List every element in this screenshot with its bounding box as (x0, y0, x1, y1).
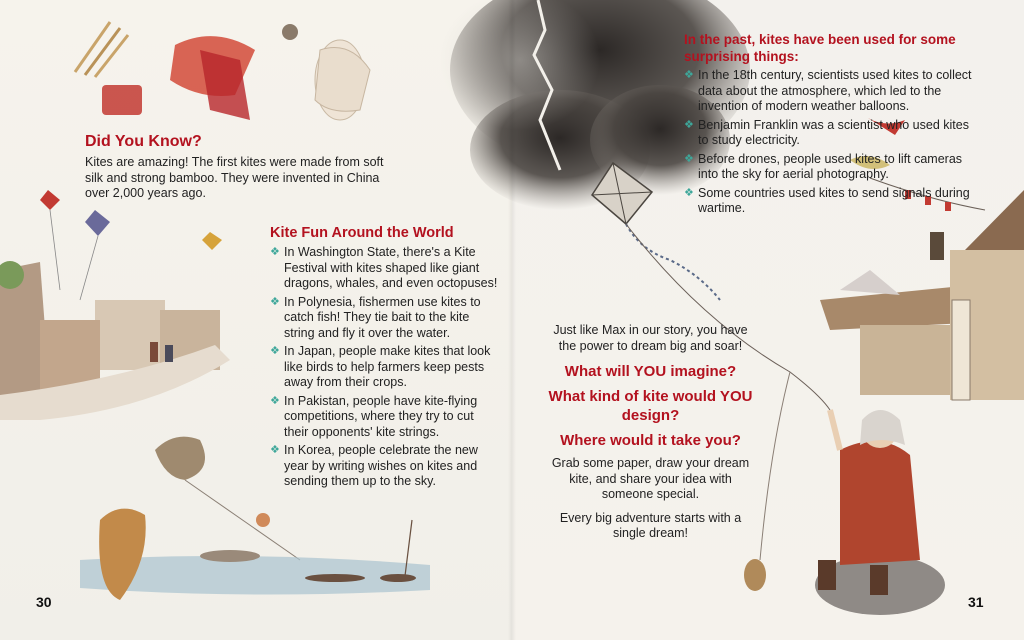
kite-fun-section (270, 225, 500, 493)
closing-intro: Just like Max in our story, you have the power to dream big and soar! (553, 323, 748, 353)
small-kites-left (40, 190, 222, 300)
question-imagine: What will YOU imagine? (564, 363, 737, 380)
surprising-uses-list (684, 68, 974, 217)
list-item: ❖ In Polynesia, fishermen use kites to catch fish! They tie bait to the kite string and fly it over the water. (270, 294, 481, 340)
list-item: ❖ In Japan, people make kites that look like birds to help farmers keep pests away from their crops. (270, 344, 491, 389)
page-gutter (508, 0, 516, 640)
list-item: ❖ In Washington State, there's a Kite Festival with kites shaped like giant dragons, whales, and even octopuses! (270, 245, 498, 290)
diamond-bullet-icon: ❖ (270, 246, 280, 258)
sea-scene-illustration (80, 509, 430, 600)
diamond-bullet-icon: ❖ (684, 152, 694, 165)
list-item: ❖ Benjamin Franklin was a scientist who used kites to study electricity. (684, 117, 969, 147)
diamond-bullet-icon: ❖ (684, 186, 694, 199)
did-you-know-body: Kites are amazing! The first kites were made from soft silk and strong bamboo. They were invented in China over 2,000 years ago. (85, 155, 384, 200)
surprising-uses-section (684, 31, 974, 220)
list-item: ❖ In the 18th century, scientists used kites to collect data about the atmosphere, which led to the invention of modern weather balloons. (684, 68, 972, 113)
diamond-bullet-icon: ❖ (270, 345, 280, 357)
diamond-bullet-icon: ❖ (684, 69, 694, 81)
franklin-figure (744, 410, 945, 615)
diamond-bullet-icon: ❖ (684, 118, 694, 131)
kite-fun-title: Kite Fun Around the World (270, 225, 454, 241)
list-item: ❖ Before drones, people used kites to lift cameras into the sky for aerial photography. (684, 151, 963, 181)
list-item: ❖ In Pakistan, people have kite-flying competitions, where they try to cut their opponents' kite strings. (270, 393, 478, 439)
closing-cta: Grab some paper, draw your dream kite, and share your idea with someone special. (551, 456, 750, 501)
house-illustration-right (820, 190, 1024, 400)
kite-materials-illustration (75, 22, 370, 120)
page-number-right: 31 (968, 594, 984, 610)
diamond-bullet-icon: ❖ (270, 394, 280, 407)
did-you-know-section (85, 133, 385, 202)
list-item: ❖ In Korea, people celebrate the new year by writing wishes on kites and sending them up to the sky. (270, 443, 478, 488)
list-item: ❖ Some countries used kites to send signals during wartime. (684, 185, 970, 215)
surprising-uses-title: In the past, kites have been used for some surprising things: (684, 32, 956, 64)
closing-section (548, 323, 753, 550)
diamond-bullet-icon: ❖ (270, 444, 280, 456)
closing-outro: Every big adventure starts with a single dream! (559, 510, 742, 540)
village-illustration (0, 261, 230, 420)
question-destination: Where would it take you? (560, 432, 741, 449)
question-design: What kind of kite would YOU design? (548, 388, 753, 424)
kite-fun-list (270, 245, 500, 490)
page-number-left: 30 (36, 594, 52, 610)
diamond-bullet-icon: ❖ (270, 295, 280, 308)
did-you-know-title: Did You Know? (85, 133, 202, 150)
